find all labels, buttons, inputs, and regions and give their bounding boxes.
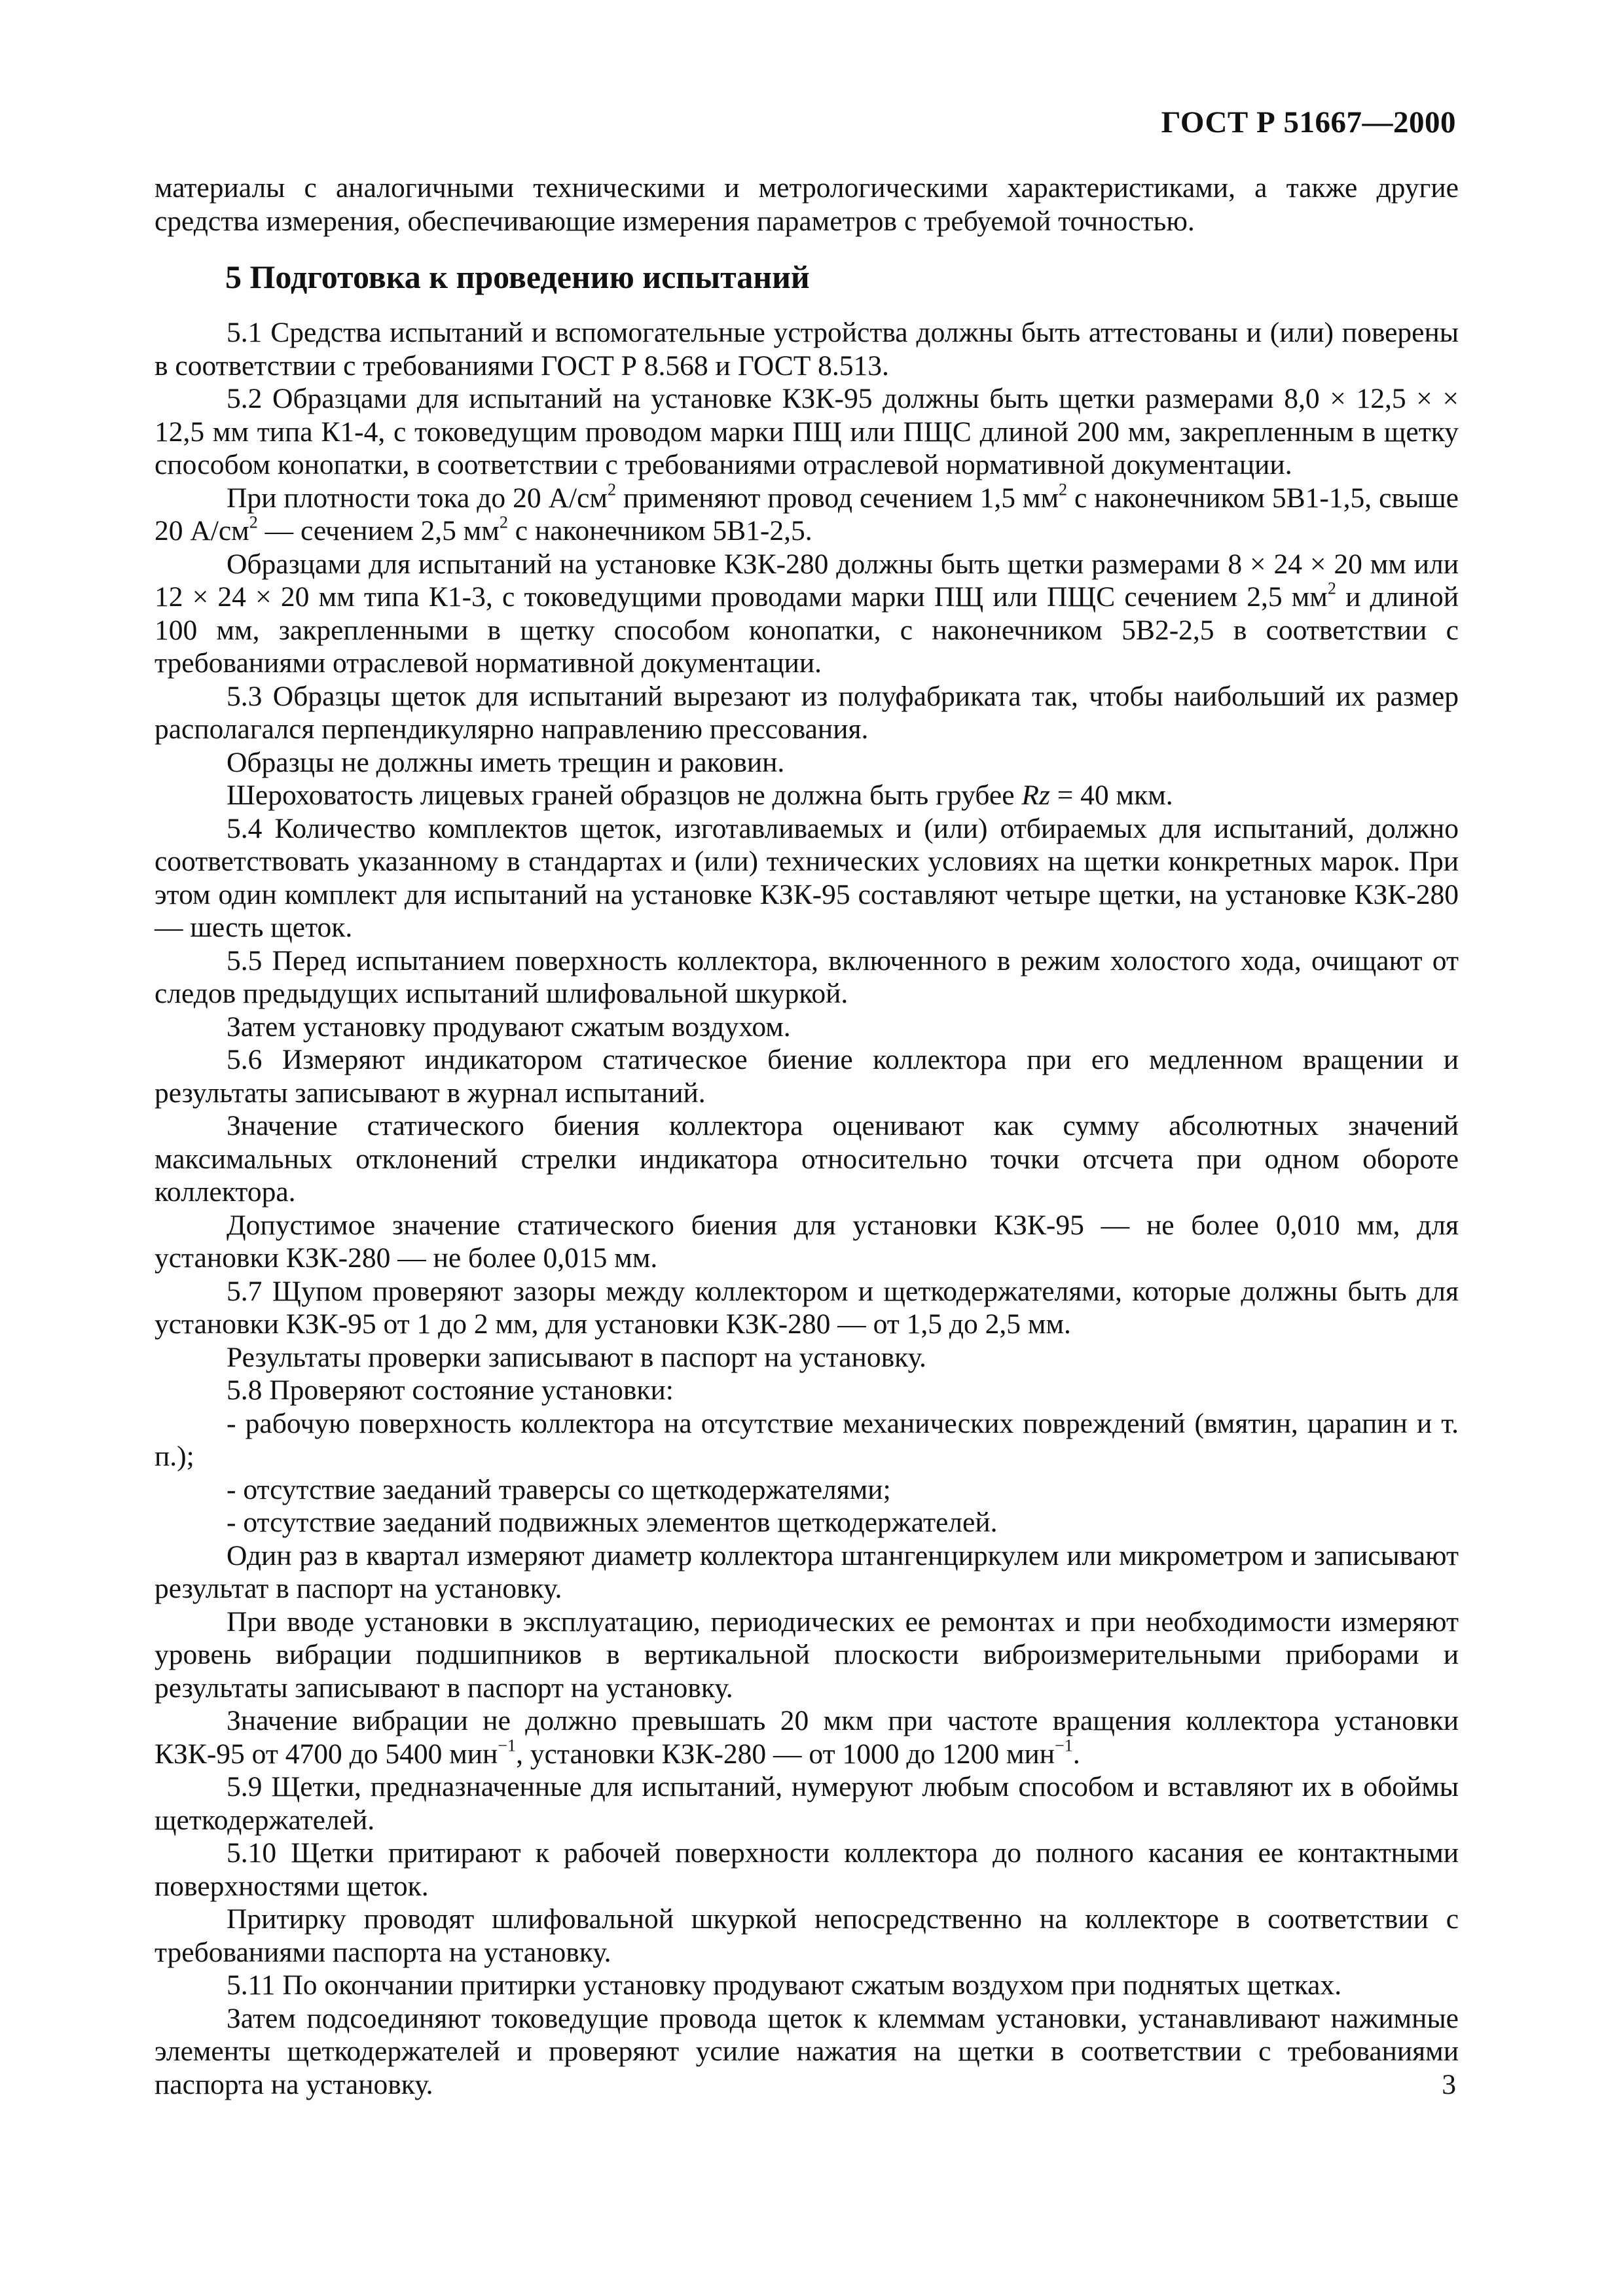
rz-symbol: Rz (1021, 780, 1050, 811)
intro-paragraph: материалы с аналогичными техническими и метрологическими характеристиками, а также другие средства измерения, обеспечивающие измерения параметров с требуемой точностью. (155, 172, 1459, 237)
paragraph-5-6-allowed-runout: Допустимое значение статического биения для установки КЗК-95 — не более 0,010 мм, для установки КЗК-280 — не более 0,015 мм. (155, 1209, 1459, 1274)
paragraph-5-2-current-density (155, 482, 1459, 548)
text-fragment: применяют провод сечением 1,5 мм (615, 482, 1059, 514)
paragraph-5-7: 5.7 Щупом проверяют зазоры между коллектором и щеткодержателями, которые должны быть для установки КЗК-95 от 1 до 2 мм, для установки КЗК-280 — от 1,5 до 2,5 мм. (155, 1275, 1459, 1340)
text-fragment: Образцами для испытаний на установке КЗК-280 должны быть щетки размерами 8 × 24 × 20 мм или 12 × 24 × 20 мм типа К1-3, с токоведущими проводами марки ПЩ или ПЩС сечением 2,5 мм (155, 548, 1459, 613)
text-fragment: с наконечником 5В1-2,5. (507, 515, 812, 547)
paragraph-5-1: 5.1 Средства испытаний и вспомогательные устройства должны быть аттестованы и (или) поверены в соответствии с требованиями ГОСТ Р 8.568 и ГОСТ 8.513. (155, 317, 1459, 382)
paragraph-5-8-vibration-value (155, 1704, 1459, 1770)
paragraph-5-3-roughness (155, 779, 1459, 812)
list-item: - отсутствие заеданий траверсы со щеткодержателями; (227, 1473, 891, 1505)
paragraph-5-8-vibration: При вводе установки в эксплуатацию, периодических ее ремонтах и при необходимости измеряют уровень вибрации подшипников в вертикальной плоскости виброизмерительными приборами и результаты записывают в паспорт на установку. (155, 1605, 1459, 1704)
paragraph-5-4: 5.4 Количество комплектов щеток, изготавливаемых и (или) отбираемых для испытаний, должно соответствовать указанному в стандартах и (или) технических условиях на щетки конкретных марок. При этом один комплект для испытаний на установке КЗК-95 составляют четыре щетки, на установке КЗК-280 — шесть щеток. (155, 812, 1459, 943)
text-fragment: и длиной 100 мм, закрепленными в щетку способом конопатки, с наконечником 5В2-2,5 в соответствии с требованиями отраслевой нормативной документации. (155, 581, 1459, 679)
superscript: 2 (499, 512, 508, 532)
text-fragment: , установки КЗК-280 — от 1000 до 1200 мин (516, 1738, 1055, 1770)
superscript: −1 (498, 1736, 517, 1755)
paragraph-5-10-lapping: Притирку проводят шлифовальной шкуркой непосредственно на коллекторе в соответствии с требованиями паспорта на установку. (155, 1903, 1459, 1968)
paragraph-5-6-runout-value: Значение статического биения коллектора оценивают как сумму абсолютных значений максимальных отклонений стрелки индикатора относительно точки отсчета при одном обороте коллектора. (155, 1110, 1459, 1208)
section-title: 5 Подготовка к проведению испытаний (225, 259, 810, 295)
paragraph-5-6: 5.6 Измеряют индикатором статическое биение коллектора при его медленном вращении и результаты записывают в журнал испытаний. (155, 1044, 1459, 1109)
text-fragment: Шероховатость лицевых граней образцов не должна быть грубее (227, 780, 1022, 811)
paragraph-5-2-kzk-280-samples (155, 548, 1459, 680)
page-number: 3 (1442, 2069, 1456, 2100)
superscript: 2 (607, 480, 616, 499)
paragraph-5-3: 5.3 Образцы щеток для испытаний вырезают из полуфабриката так, чтобы наибольший их размер располагался перпендикулярно направлению прессования. (155, 680, 1459, 745)
paragraph-5-8-diameter: Один раз в квартал измеряют диаметр коллектора штангенциркулем или микрометром и записывают результат в паспорт на установку. (155, 1539, 1459, 1604)
paragraph-5-2: 5.2 Образцами для испытаний на установке КЗК-95 должны быть щетки размерами 8,0 × 12,5 × × 12,5 мм типа К1-4, с токоведущим проводом марки ПЩ или ПЩС длиной 200 мм, закрепленным в щетку способом конопатки, в соответствии с требованиями отраслевой нормативной документации. (155, 383, 1459, 480)
paragraph-5-9: 5.9 Щетки, предназначенные для испытаний, нумеруют любым способом и вставляют их в обоймы щеткодержателей. (155, 1771, 1459, 1836)
paragraph-5-7-results: Результаты проверки записывают в паспорт на установку. (227, 1341, 926, 1373)
list-item: - рабочую поверхность коллектора на отсутствие механических повреждений (вмятин, царапин и т. п.); (155, 1407, 1459, 1472)
text-fragment: с наконечником 5В1-1,5, свыше 20 А/см (155, 482, 1459, 547)
paragraph-5-11: 5.11 По окончании притирки установку продувают сжатым воздухом при поднятых щетках. (227, 1969, 1342, 2001)
text-fragment: При плотности тока до 20 А/см (227, 482, 608, 514)
superscript: 2 (1059, 480, 1068, 499)
paragraph-5-3-defects: Образцы не должны иметь трещин и раковин. (227, 746, 785, 778)
superscript: 2 (1327, 579, 1336, 598)
document-body (155, 171, 1459, 2101)
document-code-header: ГОСТ Р 51667—2000 (1161, 105, 1456, 139)
paragraph-5-11-connection: Затем подсоединяют токоведущие провода щеток к клеммам установки, устанавливают нажимные элементы щеткодержателей и проверяют усилие нажатия на щетки в соответствии с требованиями паспорта на установку. (155, 2002, 1459, 2100)
superscript: −1 (1055, 1736, 1073, 1755)
superscript: 2 (249, 512, 258, 532)
text-fragment: . (1072, 1738, 1080, 1770)
text-fragment: = 40 мкм. (1049, 780, 1173, 811)
text-fragment: — сечением 2,5 мм (257, 515, 500, 547)
text-fragment: Значение вибрации не должно превышать 20 мкм при частоте вращения коллектора установки КЗК-95 от 4700 до 5400 мин (155, 1705, 1459, 1770)
paragraph-5-8: 5.8 Проверяют состояние установки: (227, 1374, 674, 1406)
paragraph-5-10: 5.10 Щетки притирают к рабочей поверхности коллектора до полного касания ее контактными поверхностями щеток. (155, 1837, 1459, 1902)
paragraph-5-5-air: Затем установку продувают сжатым воздухом. (227, 1011, 791, 1043)
list-item: - отсутствие заеданий подвижных элементов щеткодержателей. (227, 1507, 998, 1538)
paragraph-5-5: 5.5 Перед испытанием поверхность коллектора, включенного в режим холостого хода, очищают от следов предыдущих испытаний шлифовальной шкуркой. (155, 944, 1459, 1009)
